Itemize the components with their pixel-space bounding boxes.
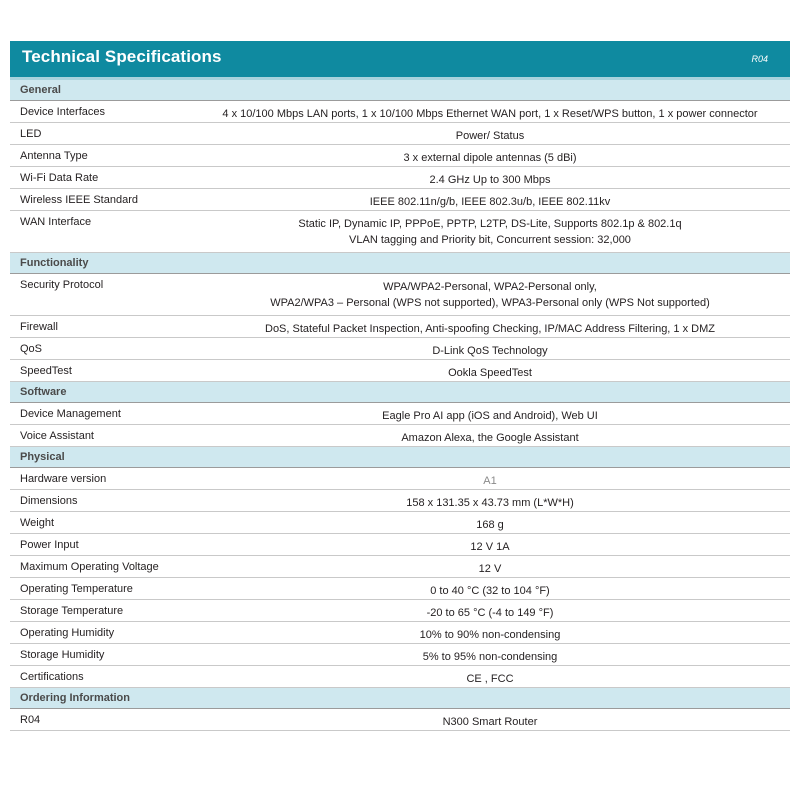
spec-label: QoS: [20, 343, 43, 355]
spec-value-line: A1: [483, 475, 497, 487]
spec-value-line: 168 g: [476, 519, 504, 531]
spec-value-line: WPA2/WPA3 – Personal (WPS not supported), WPA3-Personal only (WPS Not supported): [270, 297, 710, 309]
spec-sheet: [10, 41, 790, 731]
section-header: Functionality: [10, 253, 790, 274]
spec-value-line: 0 to 40 °C (32 to 104 °F): [430, 585, 550, 597]
spec-label: Weight: [20, 517, 55, 529]
spec-row: [10, 403, 790, 425]
spec-row: [10, 145, 790, 167]
spec-row: [10, 512, 790, 534]
spec-value: [190, 425, 790, 446]
spec-row: [10, 316, 790, 338]
spec-value: [190, 709, 790, 730]
spec-row: [10, 189, 790, 211]
spec-value-line: DoS, Stateful Packet Inspection, Anti-spoofing Checking, IP/MAC Address Filtering, 1 x DMZ: [265, 323, 715, 335]
spec-label: Security Protocol: [20, 279, 104, 291]
spec-label: Storage Temperature: [20, 605, 124, 617]
spec-label: Power Input: [20, 539, 79, 551]
spec-label: LED: [20, 128, 42, 140]
spec-value-line: 2.4 GHz Up to 300 Mbps: [429, 174, 551, 186]
spec-row: [10, 167, 790, 189]
spec-value-line: D-Link QoS Technology: [432, 345, 548, 357]
spec-value-line: VLAN tagging and Priority bit, Concurrent session: 32,000: [349, 234, 631, 246]
spec-row: [10, 556, 790, 578]
spec-row: [10, 622, 790, 644]
spec-value-line: 3 x external dipole antennas (5 dBi): [403, 152, 577, 164]
spec-value-line: 12 V: [478, 563, 502, 575]
spec-value-line: CE , FCC: [466, 673, 514, 685]
spec-row: [10, 211, 790, 253]
spec-row: [10, 101, 790, 123]
section-header: Ordering Information: [10, 688, 790, 709]
spec-label: Voice Assistant: [20, 430, 94, 442]
title-bar: [10, 41, 790, 80]
spec-row: [10, 425, 790, 447]
spec-value: [190, 145, 790, 166]
spec-row: [10, 709, 790, 731]
spec-value: [190, 666, 790, 687]
spec-value-line: N300 Smart Router: [442, 716, 538, 728]
spec-label: Device Interfaces: [20, 106, 105, 118]
spec-label: Hardware version: [20, 473, 107, 485]
spec-row: [10, 123, 790, 145]
spec-value-line: Eagle Pro AI app (iOS and Android), Web UI: [382, 410, 598, 422]
spec-label: Maximum Operating Voltage: [20, 561, 159, 573]
spec-label: Operating Temperature: [20, 583, 133, 595]
spec-row: [10, 666, 790, 688]
spec-value: [190, 512, 790, 533]
spec-value: [190, 189, 790, 210]
spec-row: [10, 274, 790, 316]
spec-label: Wireless IEEE Standard: [20, 194, 138, 206]
spec-value: [190, 644, 790, 665]
spec-value: [190, 211, 790, 252]
spec-label: Certifications: [20, 671, 84, 683]
spec-value-line: -20 to 65 °C (-4 to 149 °F): [426, 607, 554, 619]
spec-label: Storage Humidity: [20, 649, 105, 661]
spec-value-line: 4 x 10/100 Mbps LAN ports, 1 x 10/100 Mbps Ethernet WAN port, 1 x Reset/WPS button, 1 x power connector: [222, 108, 758, 120]
page-title: Technical Specifications: [22, 47, 222, 66]
spec-value: [190, 556, 790, 577]
spec-value-line: Ookla SpeedTest: [448, 367, 532, 379]
spec-row: [10, 490, 790, 512]
spec-value: [190, 123, 790, 144]
section-header: Software: [10, 382, 790, 403]
spec-label: Wi-Fi Data Rate: [20, 172, 99, 184]
spec-label: Device Management: [20, 408, 121, 420]
spec-row: [10, 644, 790, 666]
spec-value-line: Static IP, Dynamic IP, PPPoE, PPTP, L2TP, DS-Lite, Supports 802.1p & 802.1q: [298, 218, 682, 230]
spec-value: [190, 403, 790, 424]
spec-row: [10, 534, 790, 556]
section-header: General: [10, 80, 790, 101]
spec-row: [10, 468, 790, 490]
spec-row: [10, 578, 790, 600]
spec-value-line: 10% to 90% non-condensing: [419, 629, 561, 641]
spec-label: SpeedTest: [20, 365, 72, 377]
spec-value: [190, 338, 790, 359]
spec-value-line: IEEE 802.11n/g/b, IEEE 802.3u/b, IEEE 802.11kv: [369, 196, 611, 208]
spec-table: [10, 80, 790, 731]
spec-value: [190, 360, 790, 381]
spec-label: R04: [20, 714, 41, 726]
spec-value: [190, 316, 790, 337]
spec-value: [190, 622, 790, 643]
spec-label: Antenna Type: [20, 150, 88, 162]
section-header: Physical: [10, 447, 790, 468]
spec-label: WAN Interface: [20, 216, 92, 228]
spec-row: [10, 600, 790, 622]
spec-value: [190, 534, 790, 555]
spec-label: Operating Humidity: [20, 627, 115, 639]
spec-value: [190, 101, 790, 122]
spec-value: [190, 274, 790, 315]
spec-value-line: 158 x 131.35 x 43.73 mm (L*W*H): [406, 497, 574, 509]
spec-value: [190, 600, 790, 621]
spec-value: [190, 578, 790, 599]
spec-label: Dimensions: [20, 495, 78, 507]
spec-label: Firewall: [20, 321, 58, 333]
spec-row: [10, 338, 790, 360]
spec-value: [190, 490, 790, 511]
spec-value-line: 12 V 1A: [470, 541, 510, 553]
spec-row: [10, 360, 790, 382]
spec-value-line: Power/ Status: [455, 130, 525, 142]
spec-value-line: Amazon Alexa, the Google Assistant: [401, 432, 579, 444]
spec-value-line: WPA/WPA2-Personal, WPA2-Personal only,: [383, 281, 597, 293]
model-label: R04: [751, 54, 768, 64]
spec-value: [190, 468, 790, 489]
spec-value-line: 5% to 95% non-condensing: [422, 651, 558, 663]
spec-value: [190, 167, 790, 188]
